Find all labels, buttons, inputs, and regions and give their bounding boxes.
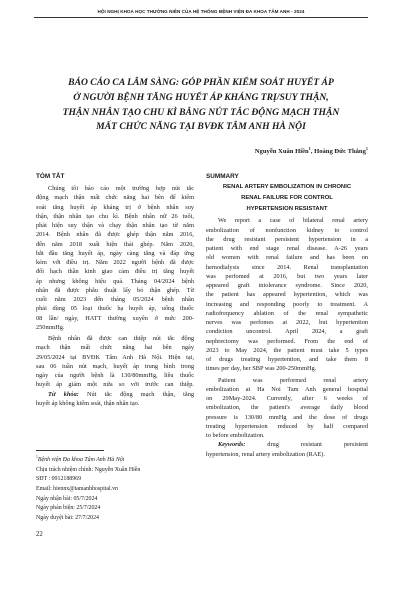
text-line: cuối năm 2023 đến tháng 05/2024 bệnh nhân <box>36 296 194 303</box>
text-line: thận, thận nhân tạo chu kì. Bệnh nhân nữ 26 tuổi, <box>36 212 194 220</box>
page-number: 22 <box>36 531 43 538</box>
keywords-line <box>36 390 194 399</box>
title-line: THẬN NHÂN TẠO CHU KÌ BẰNG NÚT TẮC ĐỘNG MẠCH THẬN <box>62 106 340 118</box>
text-line: nephrectomy was performed. From the end of <box>206 337 368 345</box>
text-line: đến năm 2018 xuất hiện thải ghép. Năm 2020, <box>36 240 194 248</box>
email-line: Email: hiennx@tamanhhospital.vn <box>36 486 118 493</box>
text-line: bắt đầu tăng huyết áp, ngày càng tăng và đáp ứng <box>36 249 194 257</box>
summary-paragraph <box>206 216 368 373</box>
text-line: Chúng tôi báo cáo một trường hợp nút tắc <box>48 185 194 192</box>
vietnamese-abstract-column <box>36 171 194 408</box>
keywords-text: drug resistant persistent <box>245 441 368 449</box>
title-line: MẤT CHỨC NĂNG TẠI BVĐK TÂM ANH HÀ NỘI <box>96 121 306 133</box>
header-rule <box>34 17 368 18</box>
text-line: áp nhưng không hiệu quả. Tháng 04/2024 bệnh <box>36 277 194 285</box>
text-line: radiofrequency ablation of the renal sympathetic <box>206 309 368 317</box>
text-line: ngày của người bệnh là 130/80mmHg, liều thuốc <box>36 372 194 379</box>
text-line: treating hypertension reduced by half compared <box>206 422 368 430</box>
author-separator: , <box>310 148 315 156</box>
accepted-date: Ngày duyệt bài: 27/7/2024 <box>36 515 99 522</box>
keywords-label: Từ khóa: <box>48 390 79 398</box>
english-summary-column <box>206 171 368 459</box>
affiliation-text: Bệnh viện Đa khoa Tâm Anh Hà Nội <box>37 456 125 463</box>
abstract-paragraph <box>36 334 194 408</box>
title-line: Ở NGƯỜI BỆNH TĂNG HUYẾT ÁP KHÁNG TRỊ/SUY THẬN, <box>73 91 329 103</box>
text-line: nerves was perfomes at 2022, but hypertention <box>206 319 368 327</box>
author-name: Hoàng Đức Thắng <box>314 148 366 156</box>
phone-line: SĐT : 0912188969 <box>36 476 82 483</box>
text-line: huyết áp giảm một nửa so với trước can thiệp. <box>36 381 194 389</box>
text-line: hemodialysis since 2014. Renal transplantation <box>206 263 368 271</box>
text-line: condiction uncontrol. April 2024, a graft <box>206 328 368 336</box>
text-line: was perfomed at 2016, but two years later <box>206 272 368 280</box>
keywords-text: Nút tắc động mạch thận, tăng <box>78 390 194 398</box>
corresponding-author: Chịu trách nhiệm chính: Nguyễn Xuân Hiền <box>36 466 141 473</box>
keywords-label: Keywords: <box>218 441 246 449</box>
text-line: pressure is 130/80 mmHg and the dose of drugs <box>206 413 368 421</box>
text-line: appeared graft intolerance syndrome. Since 2020, <box>206 282 368 290</box>
author-line <box>255 146 368 155</box>
text-line: old women with renal failure and has been on <box>206 254 368 262</box>
text-line: embolization of nonfunction kidney to control <box>206 226 368 234</box>
text-line: Bệnh nhân đã được can thiệp nút tắc động <box>48 335 194 342</box>
text-line: nhân đã được phẫu thuật lấy bỏ thận ghép. Từ <box>36 286 194 294</box>
keywords-line: hypertension, renal artery embolization (RAE). <box>206 450 325 458</box>
english-title-line: HYPERTENSION RESISTANT <box>246 205 328 212</box>
text-line: embolization, the patient's average daily blood <box>206 404 368 412</box>
summary-heading: SUMMARY <box>206 173 239 180</box>
article-title <box>40 76 362 135</box>
running-header: HỘI NGHỊ KHOA HỌC THƯỜNG NIÊN CỦA HỆ THỐNG BỆNH VIỆN ĐA KHOA TÂM ANH - 2024 <box>97 9 305 14</box>
text-line: embolization at Ha Noi Tam Anh general hospital <box>206 385 368 393</box>
review-date: Ngày phản biện: 25/7/2024 <box>36 505 101 512</box>
text-line: soát tăng huyết áp kháng trị ở bệnh nhân suy <box>36 203 194 211</box>
text-line: phải dùng 05 loại thuốc hạ huyết áp, uống thuốc <box>36 305 194 313</box>
author-affil-mark: 1 <box>365 146 368 151</box>
text-line: mạch thận mất chức năng hai bên ngày <box>36 344 194 352</box>
text-line: sau 06 tuần nút mạch, huyết áp trung bình trong <box>36 362 194 370</box>
keywords-line: huyết áp không kiểm soát, thận nhân tạo. <box>36 399 140 407</box>
text-line: 250mmHg. <box>36 323 65 331</box>
text-line: đối hạch thần kinh giao cảm điều trị tăng huyết <box>36 268 194 276</box>
footnote-affiliation <box>36 453 196 466</box>
english-title <box>206 182 368 214</box>
text-line: on 29May-2024. Currently, after 6 weeks of <box>206 395 368 403</box>
text-line: to before embolization. <box>206 432 265 440</box>
text-line: 08 lần/ ngày, HATT thường xuyên ở mức 200- <box>36 314 194 322</box>
footnotes <box>36 453 196 524</box>
received-date: Ngày nhận bài: 05/7/2024 <box>36 495 98 502</box>
text-line: patient with end stage renal disease. A-26 years <box>206 245 368 253</box>
text-line: times per day, her SBP was 200-250mmHg. <box>206 365 317 373</box>
text-line: of drugs treating hypertention, and take them 8 <box>206 356 368 364</box>
summary-paragraph <box>206 376 368 459</box>
text-line: động mạch thận mất chức năng hai bên để kiểm <box>36 194 194 202</box>
text-line: We report a case of bilateral renal artery <box>218 217 368 225</box>
affil-mark: 1 <box>36 455 38 459</box>
author-affil-mark: 1 <box>308 146 311 151</box>
text-line: kém với điều trị. Năm 2022 người bệnh đã được <box>36 259 194 266</box>
footnote-rule <box>36 450 104 451</box>
text-line: phát hiện suy thận và chạy thận nhân tạo từ năm <box>36 222 194 229</box>
text-line: 2023 to May 2024, the patient must take 5 types <box>206 346 368 354</box>
text-line: increasing and responding poorly to treatment. A <box>206 300 368 308</box>
english-title-line: RENAL FAILURE FOR CONTROL <box>241 194 333 201</box>
text-line: 29/05/2024 tại BVĐK Tâm Anh Hà Nội. Hiện tại, <box>36 353 194 361</box>
text-line: the drug resistant persistent hypertension in a <box>206 235 368 243</box>
abstract-paragraph <box>36 184 194 332</box>
text-line: 2014. Bệnh nhân đã được ghép thận năm 2016, <box>36 231 194 239</box>
title-line: BÁO CÁO CA LÂM SÀNG: GÓP PHẦN KIỂM SOÁT HUYẾT ÁP <box>68 77 334 88</box>
text-line: the patient has appeared hypertention, which was <box>206 291 368 299</box>
english-title-line: RENAL ARTERY EMBOLIZATION IN CHRONIC <box>222 184 352 190</box>
keywords-line <box>206 440 368 449</box>
abstract-heading: TÓM TẮT <box>36 173 65 180</box>
author-name: Nguyễn Xuân Hiền <box>254 148 309 156</box>
text-line: Patient was performed renal artery <box>218 376 368 384</box>
